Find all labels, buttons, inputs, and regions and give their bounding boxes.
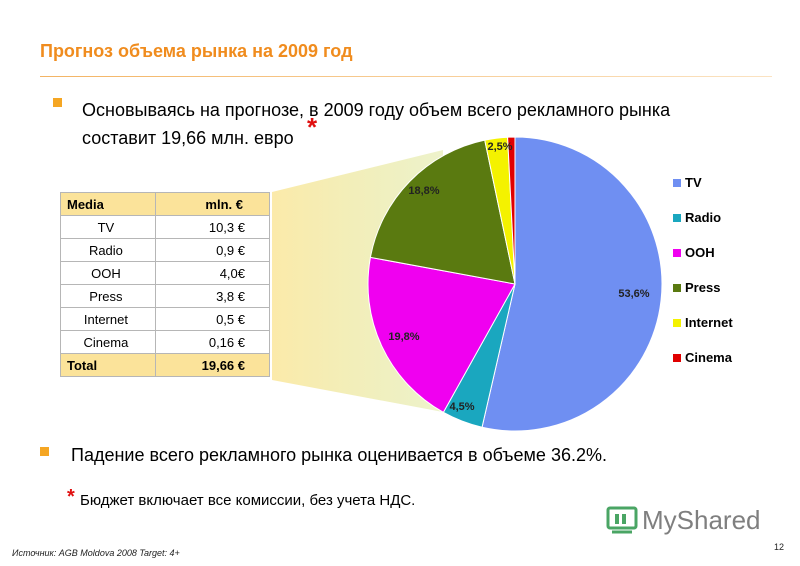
legend-label-tv: TV: [685, 175, 702, 190]
legend-swatch-radio: [673, 214, 681, 222]
page-number: 12: [774, 542, 785, 552]
table-header-row: [61, 193, 270, 216]
media-name: Internet: [61, 308, 156, 331]
slice-label-tv: 53,6%: [618, 288, 650, 300]
asterisk-mark: *: [307, 112, 318, 142]
table-row: [61, 308, 270, 331]
media-value: 0,9 €: [155, 239, 269, 262]
table-row: [61, 216, 270, 239]
slice-label-press: 18,8%: [408, 185, 440, 197]
page-title: Прогноз объема рынка на 2009 год: [40, 41, 353, 61]
media-value: 10,3 €: [155, 216, 269, 239]
footnote-text: Бюджет включает все комиссии, без учета НДС.: [80, 492, 416, 509]
media-name: Radio: [61, 239, 156, 262]
slice-label-ooh: 19,8%: [388, 331, 420, 343]
logo-text: MyShared: [642, 505, 761, 535]
legend-swatch-press: [673, 284, 681, 292]
header-media: Media: [61, 193, 156, 216]
media-name: Press: [61, 285, 156, 308]
slice-label-internet: 2,5%: [487, 141, 513, 153]
slice-label-radio: 4,5%: [449, 401, 475, 413]
table-row: [61, 262, 270, 285]
table-total-row: [61, 354, 270, 377]
media-value: 4,0€: [155, 262, 269, 285]
media-table: [60, 192, 270, 377]
header-mln: mln. €: [155, 193, 269, 216]
legend-label-press: Press: [685, 280, 721, 295]
source-note: Источник: AGB Moldova 2008 Target: 4+: [12, 548, 180, 558]
intro-text: Основываясь на прогнозе, в 2009 году объем всего рекламного рынка составит 19,66 млн. евро: [82, 100, 671, 148]
media-name: TV: [61, 216, 156, 239]
media-value: 0,5 €: [155, 308, 269, 331]
decline-text: Падение всего рекламного рынка оценивается в объеме 36.2%.: [71, 445, 607, 465]
total-value: 19,66 €: [155, 354, 269, 377]
table-row: [61, 239, 270, 262]
total-label: Total: [61, 354, 156, 377]
legend-label-cinema: Cinema: [685, 350, 732, 365]
asterisk-mark: *: [67, 486, 75, 508]
legend-swatch-cinema: [673, 354, 681, 362]
legend-label-internet: Internet: [685, 315, 733, 330]
media-value: 3,8 €: [155, 285, 269, 308]
legend-label-radio: Radio: [685, 210, 722, 225]
table-row: [61, 285, 270, 308]
legend-swatch-ooh: [673, 249, 681, 257]
legend-swatch-tv: [673, 179, 681, 187]
media-name: Cinema: [61, 331, 156, 354]
media-name: OOH: [61, 262, 156, 285]
legend-label-ooh: OOH: [685, 245, 715, 260]
legend-swatch-internet: [673, 319, 681, 327]
table-row: [61, 331, 270, 354]
media-value: 0,16 €: [155, 331, 269, 354]
bullet-icon: [40, 447, 49, 456]
